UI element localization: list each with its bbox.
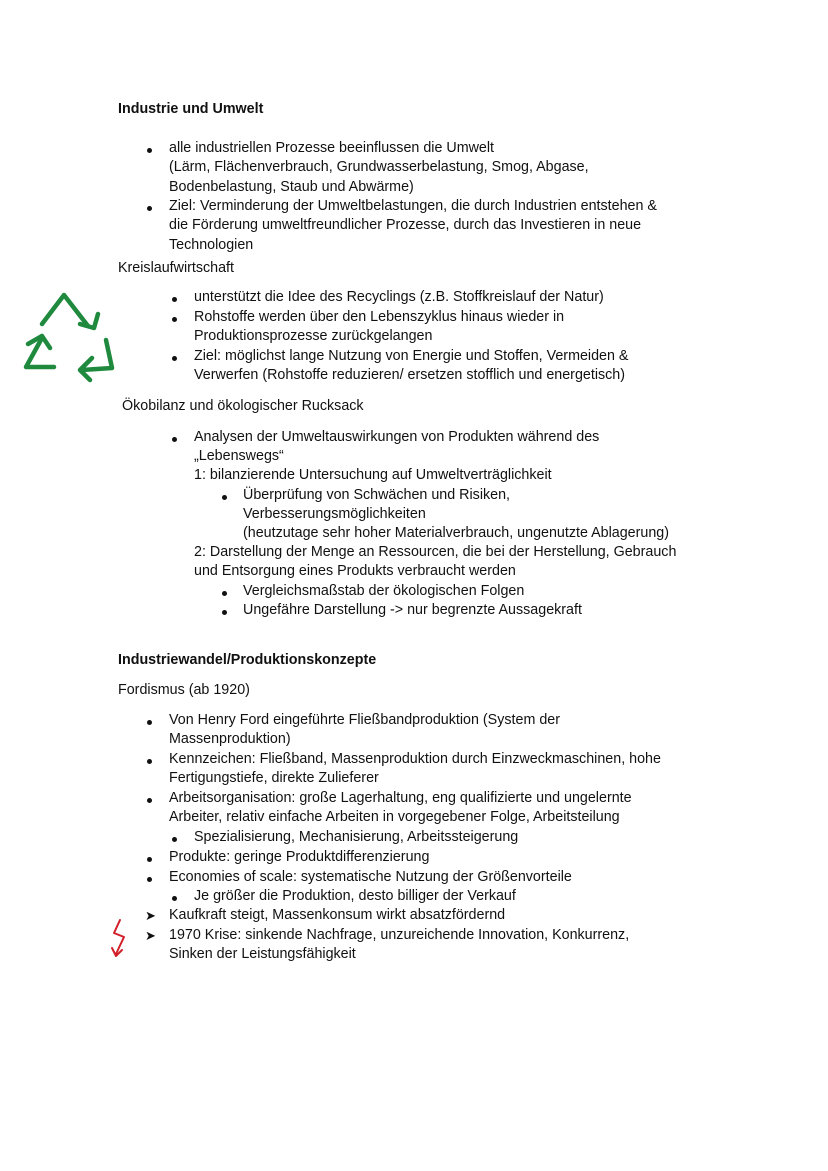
list-item: Vergleichsmaßstab der ökologischen Folgen: [243, 583, 525, 599]
bullet-dot: [222, 610, 227, 615]
list-item-continuation: die Förderung umweltfreundlicher Prozesse, durch das Investieren in neue: [169, 217, 642, 233]
list-item: Analysen der Umweltauswirkungen von Produkten während des: [194, 429, 600, 445]
list-item: Produkte: geringe Produktdifferenzierung: [169, 849, 430, 865]
arrow-bullet-icon: ➤: [145, 908, 156, 923]
recycle-icon: [20, 288, 120, 380]
arrow-bullet-icon: ➤: [145, 928, 156, 943]
list-item-continuation: Verwerfen (Rohstoffe reduzieren/ ersetzen stofflich und energetisch): [194, 367, 626, 383]
list-item-continuation: 1: bilanzierende Untersuchung auf Umweltverträglichkeit: [194, 467, 552, 483]
list-item-continuation: Arbeiter, relativ einfache Arbeiten in vorgegebener Folge, Arbeitsteilung: [169, 809, 620, 825]
list-item: Ziel: möglichst lange Nutzung von Energie und Stoffen, Vermeiden &: [194, 348, 629, 364]
bullet-dot: [172, 896, 177, 901]
heading-kreislaufwirtschaft: Kreislaufwirtschaft: [118, 260, 235, 276]
list-item-continuation: Technologien: [169, 237, 254, 253]
bullet-dot: [147, 759, 152, 764]
list-item-continuation: Bodenbelastung, Staub und Abwärme): [169, 179, 414, 195]
list-item-continuation: und Entsorgung eines Produkts verbraucht werden: [194, 563, 516, 579]
lightning-icon: [108, 918, 132, 962]
bullet-dot: [172, 437, 177, 442]
list-item: Von Henry Ford eingeführte Fließbandproduktion (System der: [169, 712, 560, 728]
bullet-dot: [147, 877, 152, 882]
list-item: Kaufkraft steigt, Massenkonsum wirkt absatzfördernd: [169, 907, 506, 923]
list-item: Rohstoffe werden über den Lebenszyklus hinaus wieder in: [194, 309, 565, 325]
list-item: Economies of scale: systematische Nutzung der Größenvorteile: [169, 869, 572, 885]
list-item: Ungefähre Darstellung -> nur begrenzte Aussagekraft: [243, 602, 582, 618]
list-item: Überprüfung von Schwächen und Risiken,: [243, 487, 511, 503]
subheading-fordismus: Fordismus (ab 1920): [118, 682, 250, 698]
heading-industriewandel: Industriewandel/Produktionskonzepte: [118, 652, 377, 668]
list-item-continuation: Verbesserungsmöglichkeiten: [243, 506, 426, 522]
list-item: Ziel: Verminderung der Umweltbelastungen, die durch Industrien entstehen &: [169, 198, 657, 214]
heading-industrie-umwelt: Industrie und Umwelt: [118, 101, 264, 117]
list-item: 1970 Krise: sinkende Nachfrage, unzureichende Innovation, Konkurrenz,: [169, 927, 630, 943]
bullet-dot: [172, 317, 177, 322]
bullet-dot: [222, 591, 227, 596]
list-item: Je größer die Produktion, desto billiger der Verkauf: [194, 888, 516, 904]
bullet-dot: [172, 297, 177, 302]
bullet-dot: [147, 206, 152, 211]
bullet-dot: [147, 720, 152, 725]
list-item-continuation: (Lärm, Flächenverbrauch, Grundwasserbelastung, Smog, Abgase,: [169, 159, 589, 175]
bullet-dot: [172, 837, 177, 842]
list-item: Kennzeichen: Fließband, Massenproduktion durch Einzweckmaschinen, hohe: [169, 751, 661, 767]
bullet-dot: [147, 798, 152, 803]
list-item-continuation: 2: Darstellung der Menge an Ressourcen, die bei der Herstellung, Gebrauch: [194, 544, 677, 560]
list-item-continuation: Fertigungstiefe, direkte Zulieferer: [169, 770, 379, 786]
list-item-continuation: (heutzutage sehr hoher Materialverbrauch, ungenutzte Ablagerung): [243, 525, 670, 541]
list-item-continuation: Produktionsprozesse zurückgelangen: [194, 328, 433, 344]
heading-oekobilanz: Ökobilanz und ökologischer Rucksack: [122, 398, 364, 414]
bullet-dot: [172, 356, 177, 361]
list-item-continuation: „Lebenswegs“: [194, 448, 284, 464]
bullet-dot: [222, 495, 227, 500]
list-item-continuation: Sinken der Leistungsfähigkeit: [169, 946, 356, 962]
bullet-dot: [147, 148, 152, 153]
list-item: unterstützt die Idee des Recyclings (z.B. Stoffkreislauf der Natur): [194, 289, 604, 305]
list-item-continuation: Massenproduktion): [169, 731, 291, 747]
list-item: Spezialisierung, Mechanisierung, Arbeitssteigerung: [194, 829, 519, 845]
bullet-dot: [147, 857, 152, 862]
list-item: Arbeitsorganisation: große Lagerhaltung, eng qualifizierte und ungelernte: [169, 790, 632, 806]
list-item: alle industriellen Prozesse beeinflussen die Umwelt: [169, 140, 495, 156]
